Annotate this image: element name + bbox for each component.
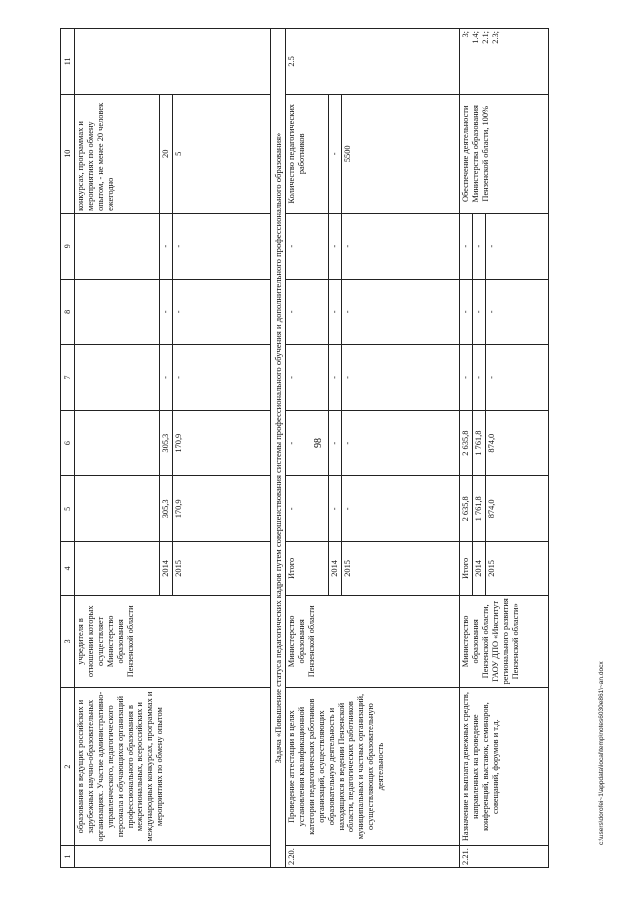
- year-cell: Итого: [286, 542, 329, 596]
- value-cell: -: [160, 345, 173, 411]
- header-col-9: 9: [61, 213, 75, 279]
- value-cell: -: [160, 279, 173, 345]
- value-cell: [75, 345, 160, 411]
- header-col-3: 3: [61, 595, 75, 687]
- value-cell: 305,3: [160, 476, 173, 542]
- footer-file-path: c:\users\dorofei~1\appdata\local\temp\notes6030e861\~an.docx: [598, 661, 605, 845]
- value-cell: 2 635,8: [460, 476, 473, 542]
- activity-cell: образования в ведущих российских и зарубежных научно-образовательных организациях. Участие административно-управленческого, педагогического персонала и обучающихся организаций профессионального образования в межрегиональных, всероссийских и международных конкурсах, программах и мероприятиях по обмену опытом: [75, 688, 271, 846]
- indicator-value-cell: -: [329, 94, 342, 213]
- indicator-value-cell: 5: [172, 94, 270, 213]
- value-cell: -: [329, 279, 342, 345]
- year-cell: [75, 542, 160, 596]
- value-cell: 305,3: [160, 410, 173, 476]
- program-table: [60, 28, 549, 868]
- value-cell: -: [486, 345, 549, 411]
- value-cell: -: [460, 345, 473, 411]
- value-cell: -: [486, 279, 549, 345]
- value-cell: -: [286, 476, 329, 542]
- link-item: 2.1;: [480, 31, 490, 44]
- value-cell: -: [329, 410, 342, 476]
- value-cell: -: [486, 213, 549, 279]
- value-cell: 170,9: [172, 476, 270, 542]
- header-col-7: 7: [61, 345, 75, 411]
- value-cell: 1 761,8: [473, 410, 486, 476]
- header-col-8: 8: [61, 279, 75, 345]
- value-cell: -: [329, 345, 342, 411]
- header-col-4: 4: [61, 542, 75, 596]
- link-item: 1.4;: [470, 31, 480, 44]
- rotated-table-container: [60, 28, 635, 868]
- value-cell: -: [286, 213, 329, 279]
- link-cell: [460, 29, 549, 95]
- indicator-cell: конкурсах, программах и мероприятиях по обмену опытом, - не менее 20 человек ежегодно: [75, 94, 160, 213]
- value-cell: -: [473, 279, 486, 345]
- indicator-value-cell: 20: [160, 94, 173, 213]
- task-heading-row: [270, 29, 285, 868]
- link-item: 2.3;: [490, 31, 500, 44]
- executor-cell: Министерство образования Пензенской области: [286, 595, 460, 687]
- header-col-10: 10: [61, 94, 75, 213]
- value-cell: -: [172, 213, 270, 279]
- table-row-2-21: [460, 29, 473, 868]
- header-col-6: 6: [61, 410, 75, 476]
- link-cell: 2.5: [286, 29, 460, 95]
- header-col-2: 2: [61, 688, 75, 846]
- value-cell: [75, 476, 160, 542]
- value-cell: 2 635,8: [460, 410, 473, 476]
- value-cell: -: [172, 345, 270, 411]
- year-cell: 2015: [486, 542, 549, 596]
- value-cell: -: [342, 476, 460, 542]
- indicator-cell: Обеспечение деятельности Министерства образования Пензенской области, 100%: [460, 94, 549, 213]
- value-cell: -: [460, 213, 473, 279]
- value-cell: -: [473, 213, 486, 279]
- header-col-11: 11: [61, 29, 75, 95]
- row-number-cell: [75, 846, 271, 868]
- link-cell: [75, 29, 271, 95]
- value-cell: -: [329, 476, 342, 542]
- value-cell: 874,0: [486, 476, 549, 542]
- executor-cell: учредителя в отношении которых осуществляет Министерство образования Пензенской области: [75, 595, 271, 687]
- value-cell: -: [473, 345, 486, 411]
- value-cell: [75, 279, 160, 345]
- activity-cell: Назначение и выплата денежных средств, направленных на проведение конференций, выставок, семинаров, совещаний, форумов и т.д.: [460, 688, 549, 846]
- year-cell: 2014: [473, 542, 486, 596]
- table-row-continued: [75, 29, 160, 868]
- value-cell: 1 761,8: [473, 476, 486, 542]
- executor-cell: Министерство образования Пензенской области, ГАОУ ДПО «Институт регионального развития Пензенской области»: [460, 595, 549, 687]
- value-cell: -: [342, 410, 460, 476]
- value-cell: -: [342, 345, 460, 411]
- page-number: 98: [313, 438, 324, 448]
- task-heading: Задача «Повышение статуса педагогических кадров путем совершенствования системы профессионального обучения и дополнительного профессионального образования»: [270, 29, 285, 868]
- year-cell: 2015: [172, 542, 270, 596]
- value-cell: [75, 410, 160, 476]
- value-cell: -: [329, 213, 342, 279]
- row-number-cell: 2.21.: [460, 846, 549, 868]
- value-cell: -: [342, 213, 460, 279]
- year-cell: 2015: [342, 542, 460, 596]
- value-cell: 170,9: [172, 410, 270, 476]
- value-cell: -: [460, 279, 473, 345]
- value-cell: -: [286, 345, 329, 411]
- year-cell: 2014: [160, 542, 173, 596]
- value-cell: -: [172, 279, 270, 345]
- value-cell: -: [342, 279, 460, 345]
- value-cell: -: [160, 213, 173, 279]
- header-row: [61, 29, 75, 868]
- value-cell: -: [286, 410, 329, 476]
- activity-cell: Проведение аттестации в целях установления квалификационной категории педагогических работников организаций, осуществляющих образовательную деятельность и находящихся в ведении Пензенской области, педагогических работников муниципальных и частных организаций, осуществляющих образовательную деятельность: [286, 688, 460, 846]
- year-cell: Итого: [460, 542, 473, 596]
- row-number-cell: 2.20.: [286, 846, 460, 868]
- header-col-1: 1: [61, 846, 75, 868]
- link-item: 3;: [461, 31, 471, 38]
- header-col-5: 5: [61, 476, 75, 542]
- value-cell: [75, 213, 160, 279]
- indicator-value-cell: 5500: [342, 94, 460, 213]
- table-row-2-20: [286, 29, 329, 868]
- value-cell: 874,0: [486, 410, 549, 476]
- year-cell: 2014: [329, 542, 342, 596]
- indicator-cell: Количество педагогических работников: [286, 94, 329, 213]
- value-cell: -: [286, 279, 329, 345]
